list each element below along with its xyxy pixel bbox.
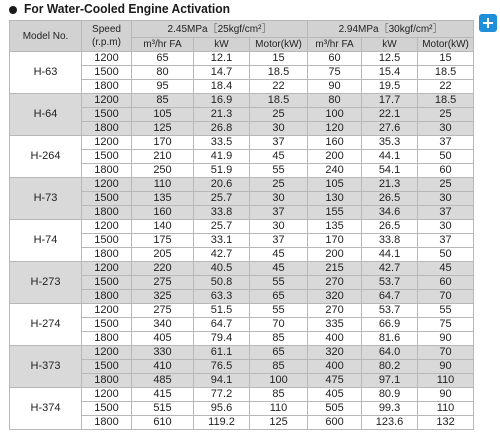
flow-cell: 250 bbox=[132, 164, 194, 178]
model-group bbox=[10, 52, 474, 94]
kw-cell: 25.7 bbox=[194, 192, 250, 206]
kw-cell: 99.3 bbox=[362, 402, 418, 416]
flow-cell: 120 bbox=[308, 122, 362, 136]
model-group bbox=[10, 220, 474, 262]
model-name-cell: H-64 bbox=[10, 94, 82, 136]
flow-cell: 275 bbox=[132, 304, 194, 318]
flow-cell: 325 bbox=[132, 290, 194, 304]
model-name-cell: H-373 bbox=[10, 346, 82, 388]
speed-cell: 1800 bbox=[82, 206, 132, 220]
motor-cell: 37 bbox=[250, 234, 308, 248]
flow-cell: 475 bbox=[308, 374, 362, 388]
motor-cell: 132 bbox=[418, 416, 474, 430]
kw-cell: 26.5 bbox=[362, 220, 418, 234]
motor-cell: 18.5 bbox=[418, 66, 474, 80]
speed-cell: 1500 bbox=[82, 108, 132, 122]
flow-cell: 600 bbox=[308, 416, 362, 430]
kw-cell: 97.1 bbox=[362, 374, 418, 388]
header-motor: Motor(kW) bbox=[250, 38, 308, 52]
speed-cell: 1200 bbox=[82, 388, 132, 402]
kw-cell: 51.5 bbox=[194, 304, 250, 318]
speed-cell: 1800 bbox=[82, 122, 132, 136]
speed-cell: 1200 bbox=[82, 262, 132, 276]
model-group bbox=[10, 304, 474, 346]
flow-cell: 75 bbox=[308, 66, 362, 80]
speed-cell: 1800 bbox=[82, 164, 132, 178]
speed-cell: 1200 bbox=[82, 346, 132, 360]
motor-cell: 50 bbox=[418, 150, 474, 164]
kw-cell: 33.8 bbox=[194, 206, 250, 220]
flow-cell: 515 bbox=[132, 402, 194, 416]
flow-cell: 205 bbox=[132, 248, 194, 262]
speed-cell: 1800 bbox=[82, 80, 132, 94]
motor-cell: 85 bbox=[250, 332, 308, 346]
motor-cell: 85 bbox=[250, 360, 308, 374]
kw-cell: 64.7 bbox=[362, 290, 418, 304]
header-speed-label: Speed bbox=[92, 24, 121, 35]
motor-cell: 45 bbox=[250, 248, 308, 262]
motor-cell: 30 bbox=[250, 122, 308, 136]
kw-cell: 54.1 bbox=[362, 164, 418, 178]
model-name-cell: H-374 bbox=[10, 388, 82, 430]
motor-cell: 50 bbox=[418, 248, 474, 262]
model-group bbox=[10, 94, 474, 136]
header-kw: kW bbox=[194, 38, 250, 52]
kw-cell: 33.5 bbox=[194, 136, 250, 150]
speed-cell: 1200 bbox=[82, 52, 132, 66]
kw-cell: 42.7 bbox=[362, 262, 418, 276]
expand-button[interactable] bbox=[479, 14, 497, 32]
kw-cell: 33.1 bbox=[194, 234, 250, 248]
speed-cell: 1800 bbox=[82, 332, 132, 346]
table-row bbox=[10, 262, 474, 276]
kw-cell: 79.4 bbox=[194, 332, 250, 346]
kw-cell: 41.9 bbox=[194, 150, 250, 164]
speed-cell: 1200 bbox=[82, 94, 132, 108]
flow-cell: 240 bbox=[308, 164, 362, 178]
kw-cell: 17.7 bbox=[362, 94, 418, 108]
speed-cell: 1800 bbox=[82, 416, 132, 430]
motor-cell: 45 bbox=[250, 262, 308, 276]
motor-cell: 15 bbox=[418, 52, 474, 66]
speed-cell: 1200 bbox=[82, 178, 132, 192]
motor-cell: 90 bbox=[418, 360, 474, 374]
kw-cell: 19.5 bbox=[362, 80, 418, 94]
kw-cell: 12.5 bbox=[362, 52, 418, 66]
flow-cell: 320 bbox=[308, 346, 362, 360]
speed-cell: 1500 bbox=[82, 276, 132, 290]
model-group bbox=[10, 136, 474, 178]
motor-cell: 25 bbox=[250, 178, 308, 192]
kw-cell: 119.2 bbox=[194, 416, 250, 430]
motor-cell: 22 bbox=[250, 80, 308, 94]
flow-cell: 415 bbox=[132, 388, 194, 402]
kw-cell: 77.2 bbox=[194, 388, 250, 402]
motor-cell: 85 bbox=[250, 388, 308, 402]
flow-cell: 210 bbox=[132, 150, 194, 164]
kw-cell: 123.6 bbox=[362, 416, 418, 430]
motor-cell: 55 bbox=[250, 164, 308, 178]
table-row bbox=[10, 304, 474, 318]
table-row bbox=[10, 136, 474, 150]
flow-cell: 130 bbox=[308, 192, 362, 206]
flow-cell: 105 bbox=[308, 178, 362, 192]
motor-cell: 18.5 bbox=[250, 66, 308, 80]
flow-cell: 410 bbox=[132, 360, 194, 374]
motor-cell: 25 bbox=[418, 108, 474, 122]
model-name-cell: H-273 bbox=[10, 262, 82, 304]
motor-cell: 65 bbox=[250, 346, 308, 360]
kw-cell: 16.9 bbox=[194, 94, 250, 108]
motor-cell: 22 bbox=[418, 80, 474, 94]
motor-cell: 25 bbox=[418, 178, 474, 192]
motor-cell: 90 bbox=[418, 388, 474, 402]
model-group bbox=[10, 388, 474, 430]
speed-cell: 1500 bbox=[82, 66, 132, 80]
header-group-294mpa: 2.94MPa［30kgf/cm²］ bbox=[308, 21, 474, 38]
speed-cell: 1800 bbox=[82, 248, 132, 262]
kw-cell: 42.7 bbox=[194, 248, 250, 262]
motor-cell: 37 bbox=[250, 206, 308, 220]
model-group bbox=[10, 262, 474, 304]
flow-cell: 105 bbox=[132, 108, 194, 122]
flow-cell: 330 bbox=[132, 346, 194, 360]
model-name-cell: H-74 bbox=[10, 220, 82, 262]
motor-cell: 60 bbox=[418, 164, 474, 178]
kw-cell: 76.5 bbox=[194, 360, 250, 374]
table-row bbox=[10, 178, 474, 192]
flow-cell: 80 bbox=[132, 66, 194, 80]
table-row bbox=[10, 94, 474, 108]
table-row bbox=[10, 346, 474, 360]
header-speed-unit: (r.p.m) bbox=[92, 37, 121, 48]
motor-cell: 110 bbox=[418, 402, 474, 416]
kw-cell: 22.1 bbox=[362, 108, 418, 122]
motor-cell: 45 bbox=[418, 262, 474, 276]
flow-cell: 405 bbox=[308, 388, 362, 402]
kw-cell: 25.7 bbox=[194, 220, 250, 234]
kw-cell: 63.3 bbox=[194, 290, 250, 304]
motor-cell: 55 bbox=[250, 304, 308, 318]
flow-cell: 155 bbox=[308, 206, 362, 220]
bullet-icon bbox=[9, 6, 17, 14]
kw-cell: 14.7 bbox=[194, 66, 250, 80]
flow-cell: 125 bbox=[132, 122, 194, 136]
motor-cell: 30 bbox=[418, 220, 474, 234]
header-kw: kW bbox=[362, 38, 418, 52]
speed-cell: 1200 bbox=[82, 136, 132, 150]
speed-cell: 1500 bbox=[82, 360, 132, 374]
flow-cell: 135 bbox=[132, 192, 194, 206]
flow-cell: 610 bbox=[132, 416, 194, 430]
kw-cell: 34.6 bbox=[362, 206, 418, 220]
speed-cell: 1500 bbox=[82, 402, 132, 416]
motor-cell: 37 bbox=[418, 206, 474, 220]
speed-cell: 1200 bbox=[82, 220, 132, 234]
kw-cell: 35.3 bbox=[362, 136, 418, 150]
model-name-cell: H-274 bbox=[10, 304, 82, 346]
section-title: For Water-Cooled Engine Activation bbox=[24, 1, 230, 16]
motor-cell: 30 bbox=[250, 220, 308, 234]
flow-cell: 400 bbox=[308, 360, 362, 374]
kw-cell: 12.1 bbox=[194, 52, 250, 66]
flow-cell: 200 bbox=[308, 150, 362, 164]
plus-icon bbox=[482, 17, 494, 29]
table-row bbox=[10, 52, 474, 66]
flow-cell: 400 bbox=[308, 332, 362, 346]
model-group bbox=[10, 346, 474, 388]
kw-cell: 53.7 bbox=[362, 304, 418, 318]
kw-cell: 95.6 bbox=[194, 402, 250, 416]
kw-cell: 20.6 bbox=[194, 178, 250, 192]
speed-cell: 1500 bbox=[82, 234, 132, 248]
kw-cell: 21.3 bbox=[362, 178, 418, 192]
kw-cell: 64.0 bbox=[362, 346, 418, 360]
motor-cell: 30 bbox=[418, 122, 474, 136]
motor-cell: 30 bbox=[418, 192, 474, 206]
kw-cell: 40.5 bbox=[194, 262, 250, 276]
flow-cell: 220 bbox=[132, 262, 194, 276]
flow-cell: 200 bbox=[308, 248, 362, 262]
flow-cell: 160 bbox=[308, 136, 362, 150]
kw-cell: 50.8 bbox=[194, 276, 250, 290]
motor-cell: 18.5 bbox=[250, 94, 308, 108]
header-group-245mpa: 2.45MPa［25kgf/cm²］ bbox=[132, 21, 308, 38]
flow-cell: 175 bbox=[132, 234, 194, 248]
kw-cell: 18.4 bbox=[194, 80, 250, 94]
flow-cell: 135 bbox=[308, 220, 362, 234]
kw-cell: 33.8 bbox=[362, 234, 418, 248]
motor-cell: 55 bbox=[250, 276, 308, 290]
kw-cell: 53.7 bbox=[362, 276, 418, 290]
header-flow: m³/hr FA bbox=[308, 38, 362, 52]
kw-cell: 44.1 bbox=[362, 248, 418, 262]
header-motor: Motor(kW) bbox=[418, 38, 474, 52]
motor-cell: 65 bbox=[250, 290, 308, 304]
kw-cell: 27.6 bbox=[362, 122, 418, 136]
model-name-cell: H-264 bbox=[10, 136, 82, 178]
kw-cell: 44.1 bbox=[362, 150, 418, 164]
speed-cell: 1800 bbox=[82, 374, 132, 388]
flow-cell: 320 bbox=[308, 290, 362, 304]
kw-cell: 80.2 bbox=[362, 360, 418, 374]
motor-cell: 15 bbox=[250, 52, 308, 66]
flow-cell: 270 bbox=[308, 276, 362, 290]
speed-cell: 1800 bbox=[82, 290, 132, 304]
flow-cell: 270 bbox=[308, 304, 362, 318]
speed-cell: 1500 bbox=[82, 318, 132, 332]
flow-cell: 160 bbox=[132, 206, 194, 220]
kw-cell: 80.9 bbox=[362, 388, 418, 402]
header-model: Model No. bbox=[10, 21, 82, 52]
model-name-cell: H-73 bbox=[10, 178, 82, 220]
header-speed bbox=[82, 21, 132, 52]
motor-cell: 125 bbox=[250, 416, 308, 430]
speed-cell: 1500 bbox=[82, 192, 132, 206]
flow-cell: 405 bbox=[132, 332, 194, 346]
flow-cell: 60 bbox=[308, 52, 362, 66]
motor-cell: 25 bbox=[250, 108, 308, 122]
motor-cell: 37 bbox=[418, 234, 474, 248]
speed-cell: 1500 bbox=[82, 150, 132, 164]
flow-cell: 90 bbox=[308, 80, 362, 94]
motor-cell: 55 bbox=[418, 304, 474, 318]
motor-cell: 110 bbox=[418, 374, 474, 388]
flow-cell: 275 bbox=[132, 276, 194, 290]
kw-cell: 51.9 bbox=[194, 164, 250, 178]
motor-cell: 70 bbox=[418, 290, 474, 304]
flow-cell: 100 bbox=[308, 108, 362, 122]
flow-cell: 170 bbox=[308, 234, 362, 248]
motor-cell: 37 bbox=[418, 136, 474, 150]
kw-cell: 26.5 bbox=[362, 192, 418, 206]
spec-table bbox=[9, 20, 474, 430]
motor-cell: 75 bbox=[418, 318, 474, 332]
section-header bbox=[0, 0, 500, 22]
model-name-cell: H-63 bbox=[10, 52, 82, 94]
flow-cell: 140 bbox=[132, 220, 194, 234]
kw-cell: 94.1 bbox=[194, 374, 250, 388]
kw-cell: 26.8 bbox=[194, 122, 250, 136]
kw-cell: 21.3 bbox=[194, 108, 250, 122]
motor-cell: 18.5 bbox=[418, 94, 474, 108]
table-header bbox=[10, 21, 474, 52]
motor-cell: 90 bbox=[418, 332, 474, 346]
model-group bbox=[10, 178, 474, 220]
motor-cell: 70 bbox=[250, 318, 308, 332]
kw-cell: 81.6 bbox=[362, 332, 418, 346]
flow-cell: 215 bbox=[308, 262, 362, 276]
flow-cell: 505 bbox=[308, 402, 362, 416]
flow-cell: 85 bbox=[132, 94, 194, 108]
motor-cell: 100 bbox=[250, 374, 308, 388]
kw-cell: 66.9 bbox=[362, 318, 418, 332]
motor-cell: 60 bbox=[418, 276, 474, 290]
flow-cell: 485 bbox=[132, 374, 194, 388]
flow-cell: 95 bbox=[132, 80, 194, 94]
flow-cell: 110 bbox=[132, 178, 194, 192]
flow-cell: 340 bbox=[132, 318, 194, 332]
table-row bbox=[10, 220, 474, 234]
kw-cell: 64.7 bbox=[194, 318, 250, 332]
flow-cell: 335 bbox=[308, 318, 362, 332]
flow-cell: 80 bbox=[308, 94, 362, 108]
header-flow: m³/hr FA bbox=[132, 38, 194, 52]
kw-cell: 15.4 bbox=[362, 66, 418, 80]
motor-cell: 30 bbox=[250, 192, 308, 206]
table-row bbox=[10, 388, 474, 402]
motor-cell: 45 bbox=[250, 150, 308, 164]
kw-cell: 61.1 bbox=[194, 346, 250, 360]
motor-cell: 110 bbox=[250, 402, 308, 416]
motor-cell: 70 bbox=[418, 346, 474, 360]
motor-cell: 37 bbox=[250, 136, 308, 150]
flow-cell: 170 bbox=[132, 136, 194, 150]
speed-cell: 1200 bbox=[82, 304, 132, 318]
flow-cell: 65 bbox=[132, 52, 194, 66]
